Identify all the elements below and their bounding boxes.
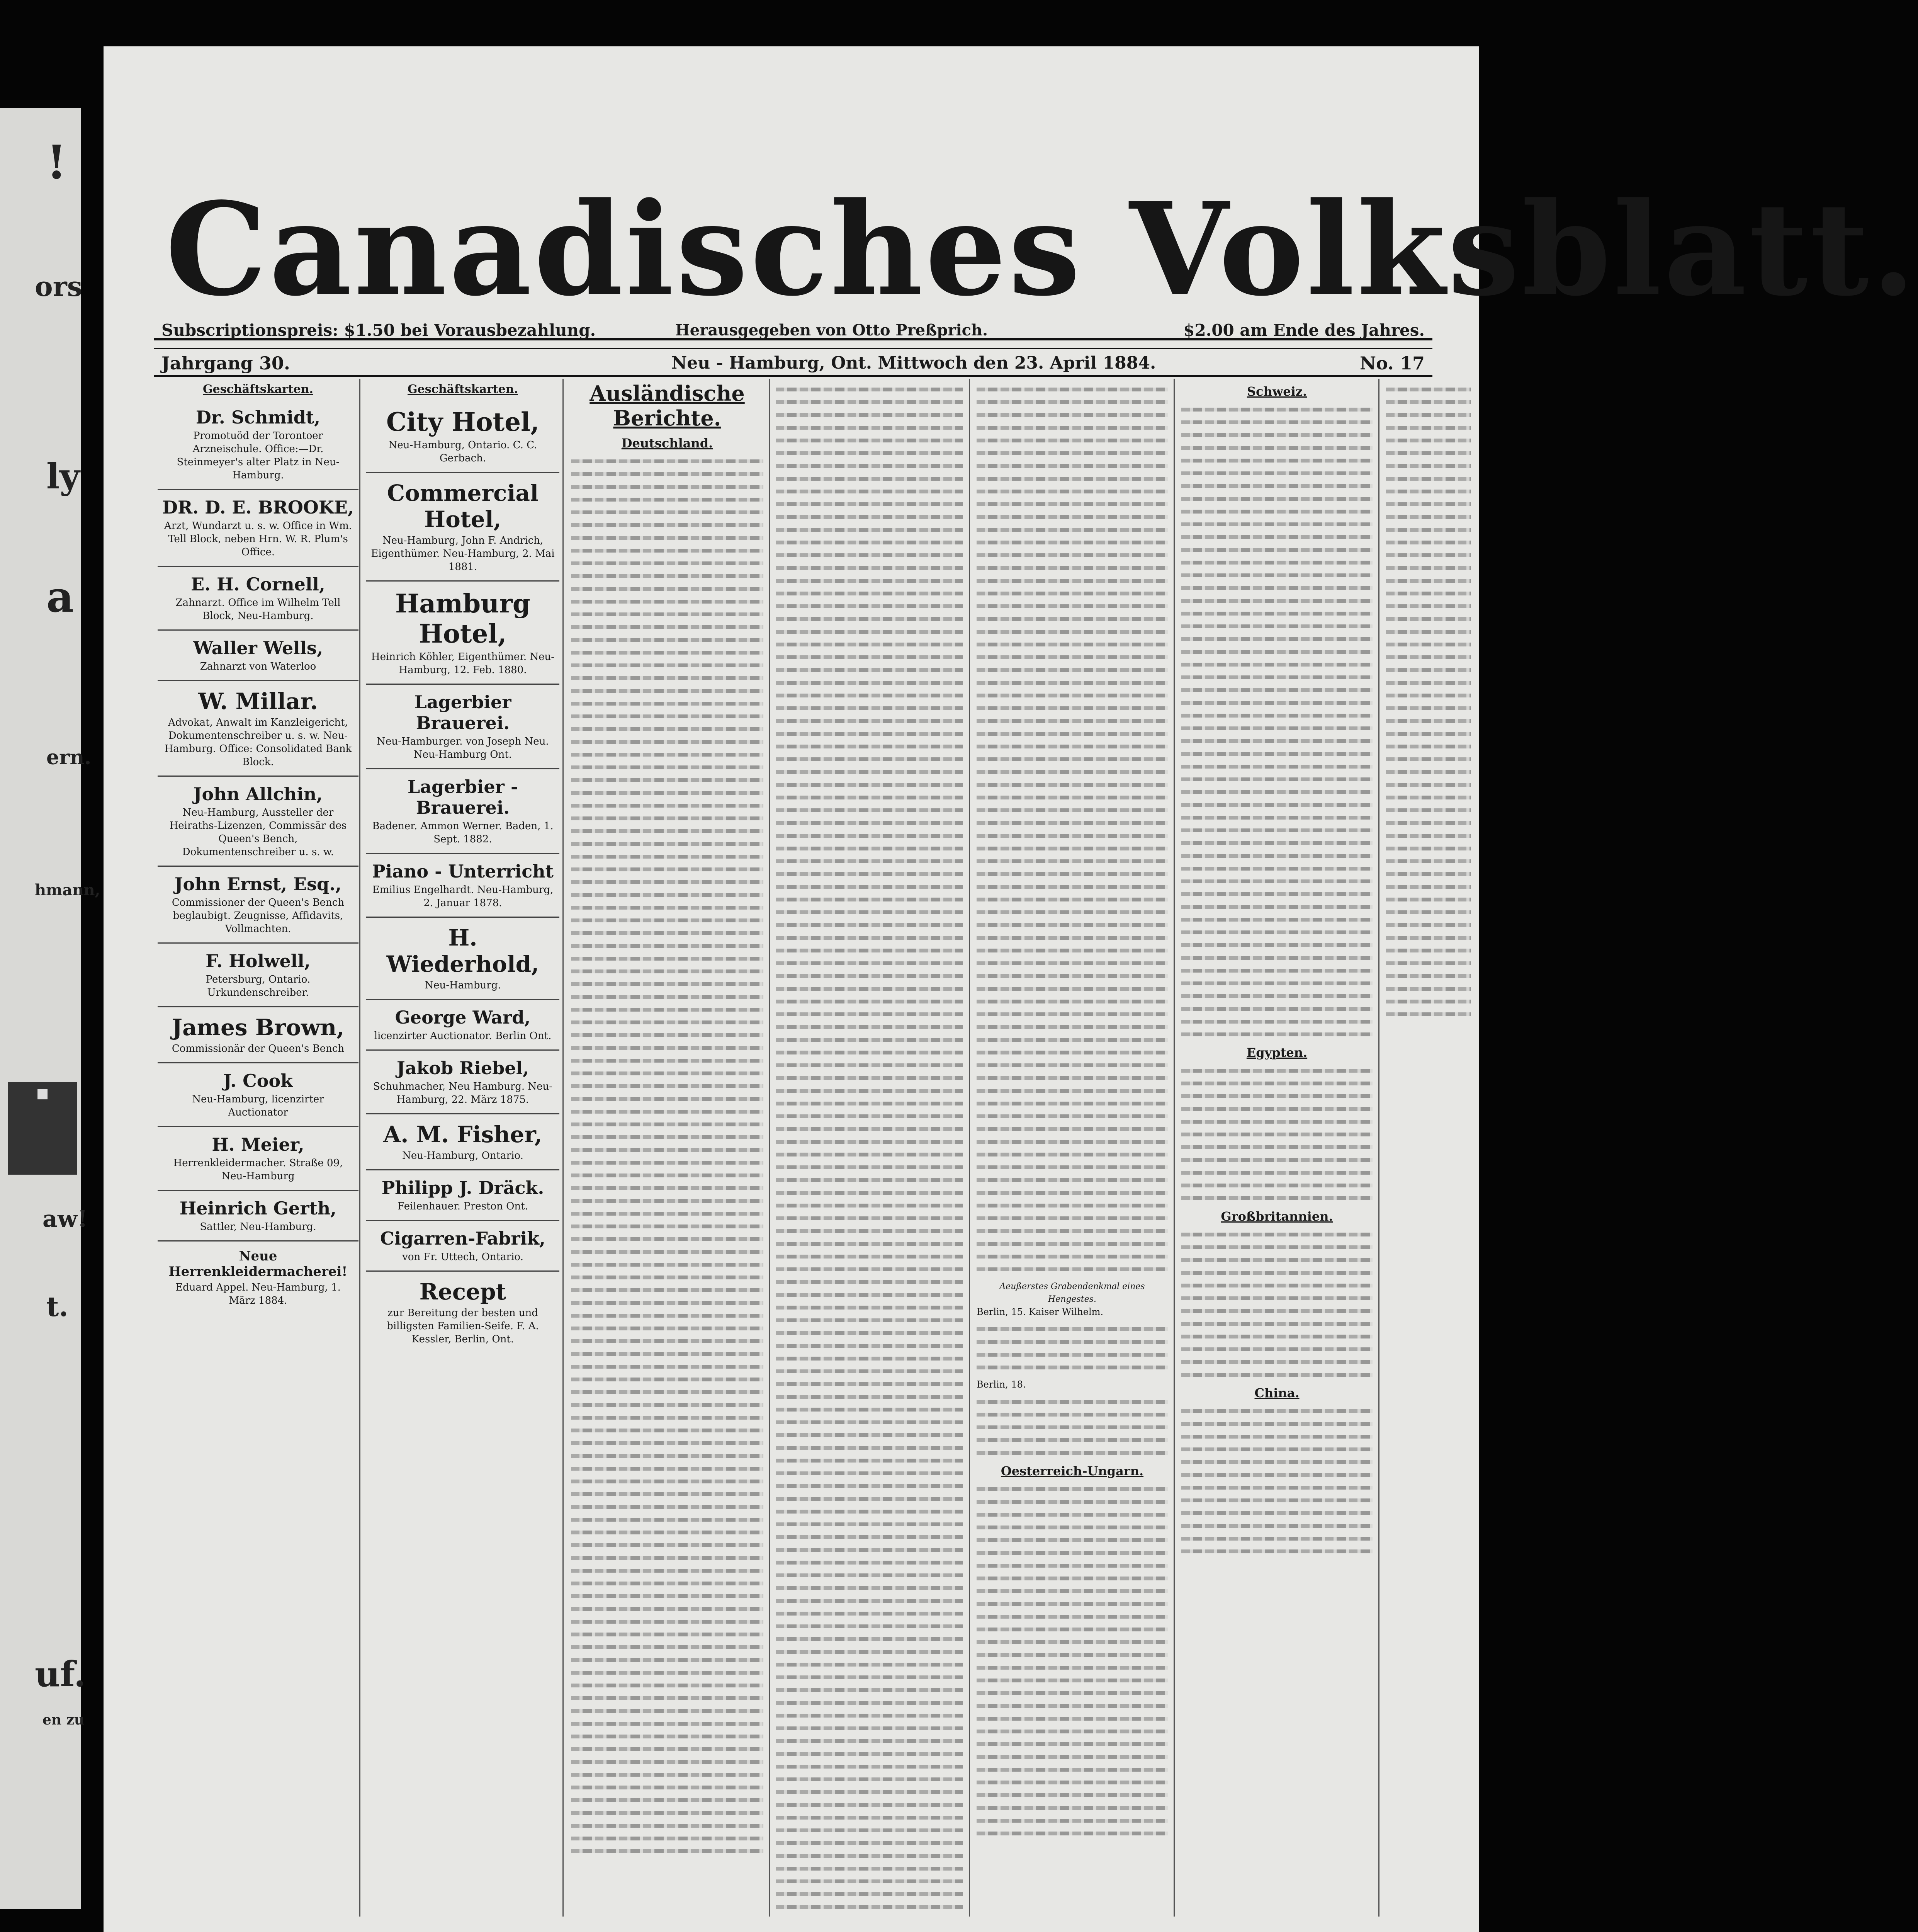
- adjacent-fragment: !: [46, 135, 67, 190]
- adjacent-advert-image: ■: [8, 1082, 77, 1175]
- region-heading: China.: [1254, 1386, 1300, 1400]
- ad-piano-lessons: [366, 854, 559, 918]
- ad-name: Dr. Schmidt,: [195, 407, 321, 428]
- note-line: Berlin, 18.: [977, 1379, 1026, 1390]
- ad-name: J. Cook: [223, 1070, 293, 1091]
- column-divider: [359, 379, 360, 1917]
- region-heading: Schweiz.: [1247, 384, 1307, 399]
- ad-text: Advokat, Anwalt im Kanzleigericht, Dokumentenschreiber u. s. w. Neu-Hamburg. Office: Consolidated Bank Block.: [164, 717, 352, 768]
- ad-text: Zahnarzt. Office im Wilhelm Tell Block, Neu-Hamburg.: [175, 597, 341, 622]
- ad-text: Badener. Ammon Werner. Baden, 1. Sept. 1882.: [372, 820, 554, 845]
- ad-text: licenzirter Auctionator. Berlin Ont.: [374, 1030, 552, 1042]
- ad-fisher: [366, 1114, 559, 1170]
- note-line: Berlin, 15. Kaiser Wilhelm.: [977, 1306, 1104, 1317]
- volume-number: Jahrgang 30.: [161, 353, 290, 374]
- article-text-block: [567, 459, 767, 1853]
- ad-text: Neu-Hamburg, licenzirter Auctionator: [192, 1094, 324, 1118]
- ad-name: City Hotel,: [386, 407, 540, 437]
- ad-name: Lagerbier - Brauerei.: [407, 776, 518, 818]
- ad-neu-hamburger-brauerei: [366, 685, 559, 769]
- ad-name: Philipp J. Dräck.: [381, 1177, 544, 1198]
- adjacent-fragment: ly: [46, 456, 80, 497]
- news-column-world: [1177, 379, 1376, 1917]
- news-column-austria: [973, 379, 1172, 1917]
- article-text-block: [973, 1400, 1172, 1455]
- column-divider: [969, 379, 970, 1917]
- ad-text: von Fr. Uttech, Ontario.: [402, 1251, 523, 1263]
- region-heading: Großbritannien.: [1221, 1209, 1333, 1224]
- ad-dr-brooke: [158, 490, 358, 567]
- adjacent-fragment: t.: [46, 1291, 68, 1323]
- article-text-block: [973, 388, 1172, 1271]
- note-line: Aeußerstes Grabendenkmal eines Hengestes.: [999, 1282, 1145, 1304]
- column-divider: [562, 379, 564, 1917]
- ad-ernst: [158, 867, 358, 944]
- ad-name: Waller Wells,: [193, 638, 323, 658]
- article-text-block: [1382, 388, 1475, 1016]
- ad-text: Neu-Hamburg, Ontario. C. C. Gerbach.: [388, 439, 537, 464]
- ad-text: Emilius Engelhardt. Neu-Hamburg, 2. Januar 1878.: [372, 884, 554, 909]
- ad-allchin: [158, 777, 358, 867]
- ad-wiederhold: [366, 918, 559, 1000]
- ad-text: zur Bereitung der besten und billigsten Familien-Seife. F. A. Kessler, Berlin, Ont.: [387, 1307, 539, 1345]
- ad-james-brown: [158, 1007, 358, 1063]
- ad-meier: [158, 1127, 358, 1191]
- ad-hamburg-hotel: [366, 582, 559, 685]
- business-cards-column-1: [158, 379, 358, 1917]
- ad-text: Neu-Hamburg, Ontario.: [402, 1150, 523, 1162]
- column-divider: [1174, 379, 1175, 1917]
- column-divider: [1378, 379, 1379, 1917]
- ad-george-ward: [366, 1000, 559, 1051]
- ad-badener-brauerei: [366, 769, 559, 854]
- ad-commercial-hotel: [366, 473, 559, 582]
- article-text-block: [772, 388, 967, 1909]
- section-title: Ausländische Berichte.: [590, 381, 745, 430]
- issue-number: No. 17: [1360, 353, 1425, 374]
- subscription-rule: [154, 348, 1432, 349]
- article-text-block: [1177, 408, 1376, 1036]
- ad-name: James Brown,: [172, 1014, 345, 1041]
- adjacent-fragment: ors: [35, 270, 82, 303]
- ad-cook: [158, 1063, 358, 1127]
- column-divider: [769, 379, 770, 1917]
- ad-text: Eduard Appel. Neu-Hamburg, 1. März 1884.: [175, 1282, 341, 1306]
- ad-name: F. Holwell,: [206, 951, 311, 971]
- ad-text: Neu-Hamburger. von Joseph Neu. Neu-Hamburg Ont.: [377, 736, 549, 760]
- ad-text: Neu-Hamburg, Aussteller der Heiraths-Lizenzen, Commissär des Queen's Bench, Dokumentenschreiber u. s. w.: [169, 807, 347, 858]
- issue-date: Neu - Hamburg, Ont. Mittwoch den 23. April 1884.: [671, 353, 1156, 373]
- ad-text: Sattler, Neu-Hamburg.: [200, 1221, 316, 1233]
- ad-holwell: [158, 944, 358, 1007]
- ad-draeck: [366, 1170, 559, 1221]
- ad-name: Lagerbier Brauerei.: [414, 692, 511, 733]
- news-column-cropped: [1382, 379, 1475, 1917]
- ad-city-hotel: [366, 400, 559, 473]
- ad-cigar-factory: [366, 1221, 559, 1272]
- ad-millar: [158, 681, 358, 777]
- business-cards-column-2: [366, 379, 559, 1917]
- ad-text: Schuhmacher, Neu Hamburg. Neu-Hamburg, 22. März 1875.: [373, 1081, 553, 1105]
- region-heading: Oesterreich-Ungarn.: [1001, 1464, 1144, 1478]
- annual-price: $2.00 am Ende des Jahres.: [1183, 321, 1425, 340]
- ad-name: George Ward,: [395, 1007, 531, 1028]
- ad-name: Piano - Unterricht: [372, 861, 554, 882]
- ad-name: Hamburg Hotel,: [395, 588, 530, 649]
- news-column-continued: [772, 379, 967, 1917]
- ad-name: H. Meier,: [212, 1134, 304, 1155]
- ad-text: Petersburg, Ontario. Urkundenschreiber.: [206, 974, 311, 998]
- issue-rule: [154, 375, 1432, 377]
- ad-text: Commissionär der Queen's Bench: [172, 1043, 345, 1054]
- ad-text: Feilenhauer. Preston Ont.: [398, 1201, 528, 1212]
- ad-dr-schmidt: [158, 400, 358, 490]
- ad-name: Commercial Hotel,: [387, 480, 539, 532]
- ad-gerth: [158, 1191, 358, 1242]
- newspaper-page: [104, 46, 1918, 1932]
- ad-text: Zahnarzt von Waterloo: [200, 661, 316, 672]
- adjacent-fragment: a: [46, 572, 74, 622]
- ad-text: Neu-Hamburg.: [425, 980, 501, 991]
- issue-bar: [154, 352, 1432, 375]
- ad-name: Neue Herrenkleidermacherei!: [168, 1248, 348, 1279]
- ad-text: Promotuöd der Torontoer Arzneischule. Office:—Dr. Steinmeyer's alter Platz in Neu-Hamburg.: [177, 430, 340, 481]
- ad-name: E. H. Cornell,: [191, 574, 325, 595]
- ad-name: John Allchin,: [193, 784, 323, 804]
- subscription-bar: [154, 319, 1432, 342]
- ad-name: John Ernst, Esq.,: [174, 874, 342, 895]
- ad-text: Neu-Hamburg, John F. Andrich, Eigenthümer. Neu-Hamburg, 2. Mai 1881.: [371, 535, 555, 573]
- ad-name: H. Wiederhold,: [386, 925, 539, 977]
- masthead-title: Canadisches Volksblatt.: [165, 174, 1918, 324]
- article-text-block: [973, 1487, 1172, 1835]
- subscription-price: Subscriptionspreis: $1.50 bei Vorausbezahlung.: [161, 321, 596, 340]
- ad-name: Heinrich Gerth,: [179, 1198, 337, 1219]
- foreign-news-column: [567, 379, 767, 1917]
- adjacent-fragment: en zu: [42, 1712, 85, 1728]
- ad-recipe: [366, 1272, 559, 1353]
- adjacent-fragment: ern.: [46, 746, 92, 769]
- ad-name: Cigarren-Fabrik,: [380, 1228, 546, 1249]
- adjacent-fragment: uf.: [35, 1654, 86, 1695]
- adjacent-fragment: hmann,: [35, 881, 100, 899]
- article-text-block: [1177, 1409, 1376, 1553]
- publisher-line: Herausgegeben von Otto Preßprich.: [675, 321, 988, 339]
- ad-name: Jakob Riebel,: [396, 1058, 529, 1078]
- ad-text: Commissioner der Queen's Bench beglaubigt. Zeugnisse, Affidavits, Vollmachten.: [172, 897, 345, 935]
- adjacent-page-strip: [0, 108, 100, 1909]
- article-text-block: [973, 1327, 1172, 1369]
- ad-waller-wells: [158, 631, 358, 681]
- ad-name: DR. D. E. BROOKE,: [162, 497, 354, 518]
- region-heading: Egypten.: [1246, 1045, 1308, 1060]
- ad-riebel: [366, 1051, 559, 1114]
- region-heading: Deutschland.: [621, 436, 713, 451]
- article-text-block: [1177, 1233, 1376, 1377]
- ad-appel: [158, 1242, 358, 1314]
- ad-name: A. M. Fisher,: [383, 1121, 542, 1148]
- ad-text: Arzt, Wundarzt u. s. w. Office in Wm. Tell Block, neben Hrn. W. R. Plum's Office.: [164, 520, 352, 558]
- ad-name: W. Millar.: [198, 688, 318, 714]
- adjacent-fragment: aw!: [42, 1206, 88, 1233]
- ad-cornell: [158, 567, 358, 631]
- ad-name: Recept: [419, 1279, 506, 1305]
- column-header: Geschäftskarten.: [408, 383, 518, 396]
- article-text-block: [1177, 1069, 1376, 1200]
- column-header: Geschäftskarten.: [203, 383, 313, 396]
- ad-text: Heinrich Köhler, Eigenthümer. Neu-Hamburg, 12. Feb. 1880.: [371, 651, 555, 676]
- ad-text: Herrenkleidermacher. Straße 09, Neu-Hamburg: [173, 1157, 343, 1182]
